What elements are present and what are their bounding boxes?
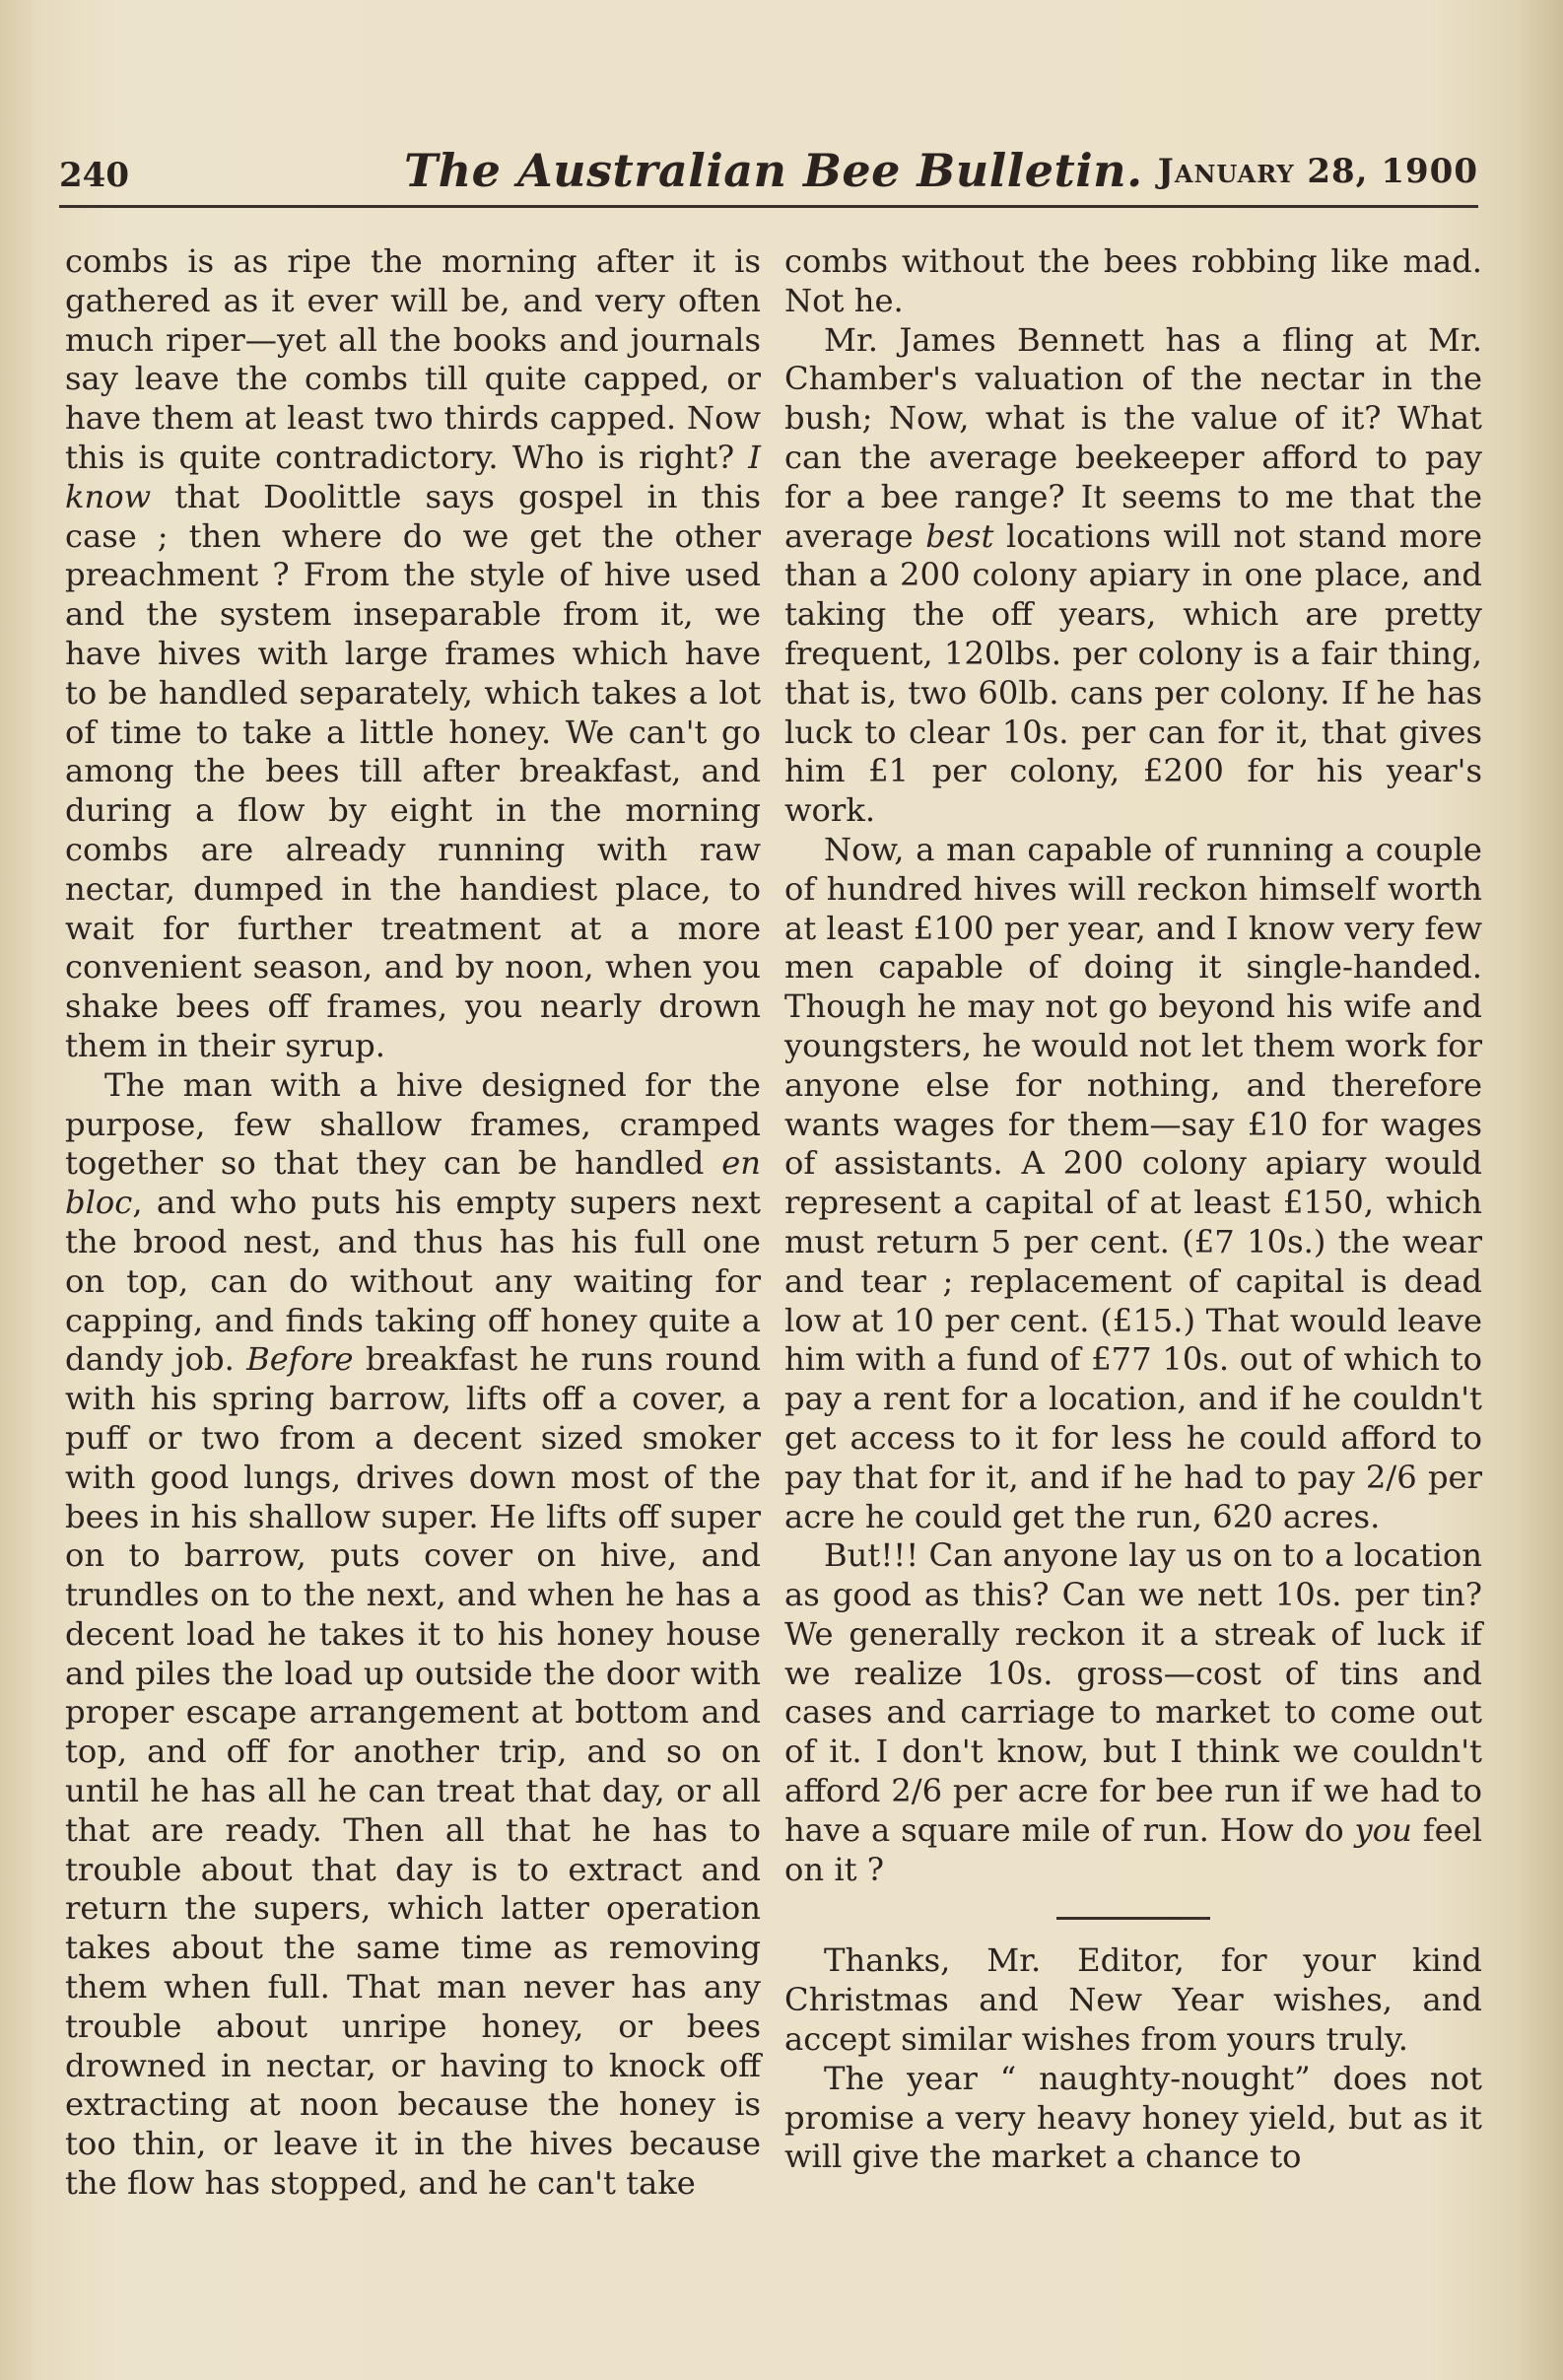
text-run: breakfast he runs round with his spring barrow, lifts off a cover, a puff or two from a decent sized smoker with good lungs, drives down most of the bees in his shallow super. He lifts off super on to barrow, puts cover on hive, and trundles on to the next, and when he has a decent load he takes it to his honey house and piles the load up outside the door with proper escape arrangement at bottom and top, and off for another trip, and so on until he has all he can treat that day, or all that are ready. Then all that he has to trouble about that day is to extract and return the supers, which latter operation takes about the same time as removing them when full. That man never has any trouble about unripe honey, or bees drowned in nectar, or having to knock off extracting at noon because the honey is too thin, or leave it in the hives because the flow has stopped, and he can't take [65,1340,761,2203]
section-divider [1056,1917,1210,1920]
italic-run: best [925,516,994,555]
page-header [59,138,1478,207]
journal-title: The Australian Bee Bulletin. [404,144,1143,197]
italic-run: en bloc [65,1144,761,1222]
text-run: The man with a hive designed for the purpose, few shallow frames, cramped together so that they can be handled [65,1065,761,1183]
text-run: that Doolittle says gospel in this case ; then where do we get the other preachment ? From the style of hive used and the system inseparable from it, we have hives with large frames which have to be handled separately, which takes a lot of time to take a little honey. We can't go among the bees till after breakfast, and during a flow by eight in the morning combs are already running with raw nectar, dumped in the handiest place, to wait for further treatment at a more convenient season, and by noon, when you shake bees off frames, you nearly drown them in their syrup. [65,477,761,1064]
right-paragraph-6: The year “ naughty-nought” does not promise a very heavy honey yield, but as it will give the market a chance to [784,2059,1482,2176]
right-paragraph-3: Now, a man capable of running a couple of hundred hives will reckon himself worth at least £100 per year, and I know very few men capable of doing it single-handed. Though he may not go beyond his wife and youngsters, he would not let them work for anyone else for nothing, and therefore wants wages for them—say £10 for wages of assistants. A 200 colony apiary would represent a capital of at least £150, which must return 5 per cent. (£7 10s.) the wear and tear ; replacement of capital is dead low at 10 per cent. (£15.) That would leave him with a fund of £77 10s. out of which to pay a rent for a location, and if he couldn't get access to it for less he could afford to pay that for it, and if he had to pay 2/6 per acre he could get the run, 620 acres. [784,830,1482,1535]
right-paragraph-2 [784,321,1482,831]
italic-run: I know [65,438,761,515]
right-paragraph-1: combs without the bees robbing like mad. Not he. [784,242,1482,319]
text-run: feel on it ? [784,1810,1482,1888]
text-run: locations will not stand more than a 200 colony apiary in one place, and taking the off years, which are pretty frequent, 120lbs. per colony is a fair thing, that is, two 60lb. cans per colony. If he has luck to clear 10s. per can for it, that gives him £1 per colony, £200 for his year's work. [784,516,1482,830]
text-run: But!!! Can anyone lay us on to a location as good as this? Can we nett 10s. per tin? We generally reckon it a streak of luck if we realize 10s. gross—cost of tins and cases and carriage to market to come out of it. I don't know, but I think we couldn't afford 2/6 per acre for bee run if we had to have a square mile of run. How do [784,1536,1482,1849]
text-run: Mr. James Bennett has a fling at Mr. Chamber's valuation of the nectar in the bush; Now, what is the value of it? What can the average beekeeper afford to pay for a bee range? It seems to me that the average [784,320,1482,555]
right-paragraph-4 [784,1536,1482,1889]
italic-run: Before [246,1340,354,1379]
issue-date: January 28, 1900 [1157,152,1478,191]
page-number: 240 [59,156,129,195]
left-paragraph-1 [65,242,761,1066]
left-paragraph-2 [65,1066,761,2204]
text-run: combs is as ripe the morning after it is gathered as it ever will be, and very often much riper—yet all the books and journals say leave the combs till quite capped, or have them at least two thirds capped. Now this is quite contradictory. Who is right? [65,242,761,476]
header-rule [59,205,1478,208]
text-run: , and who puts his empty supers next the brood nest, and thus has his full one on top, can do without any waiting for capping, and finds taking off honey quite a dandy job. [65,1184,761,1379]
left-column [65,242,761,2204]
right-column [784,242,1482,2177]
italic-run: you [1354,1810,1412,1849]
right-paragraph-5: Thanks, Mr. Editor, for your kind Christmas and New Year wishes, and accept similar wishes from yours truly. [784,1941,1482,2059]
